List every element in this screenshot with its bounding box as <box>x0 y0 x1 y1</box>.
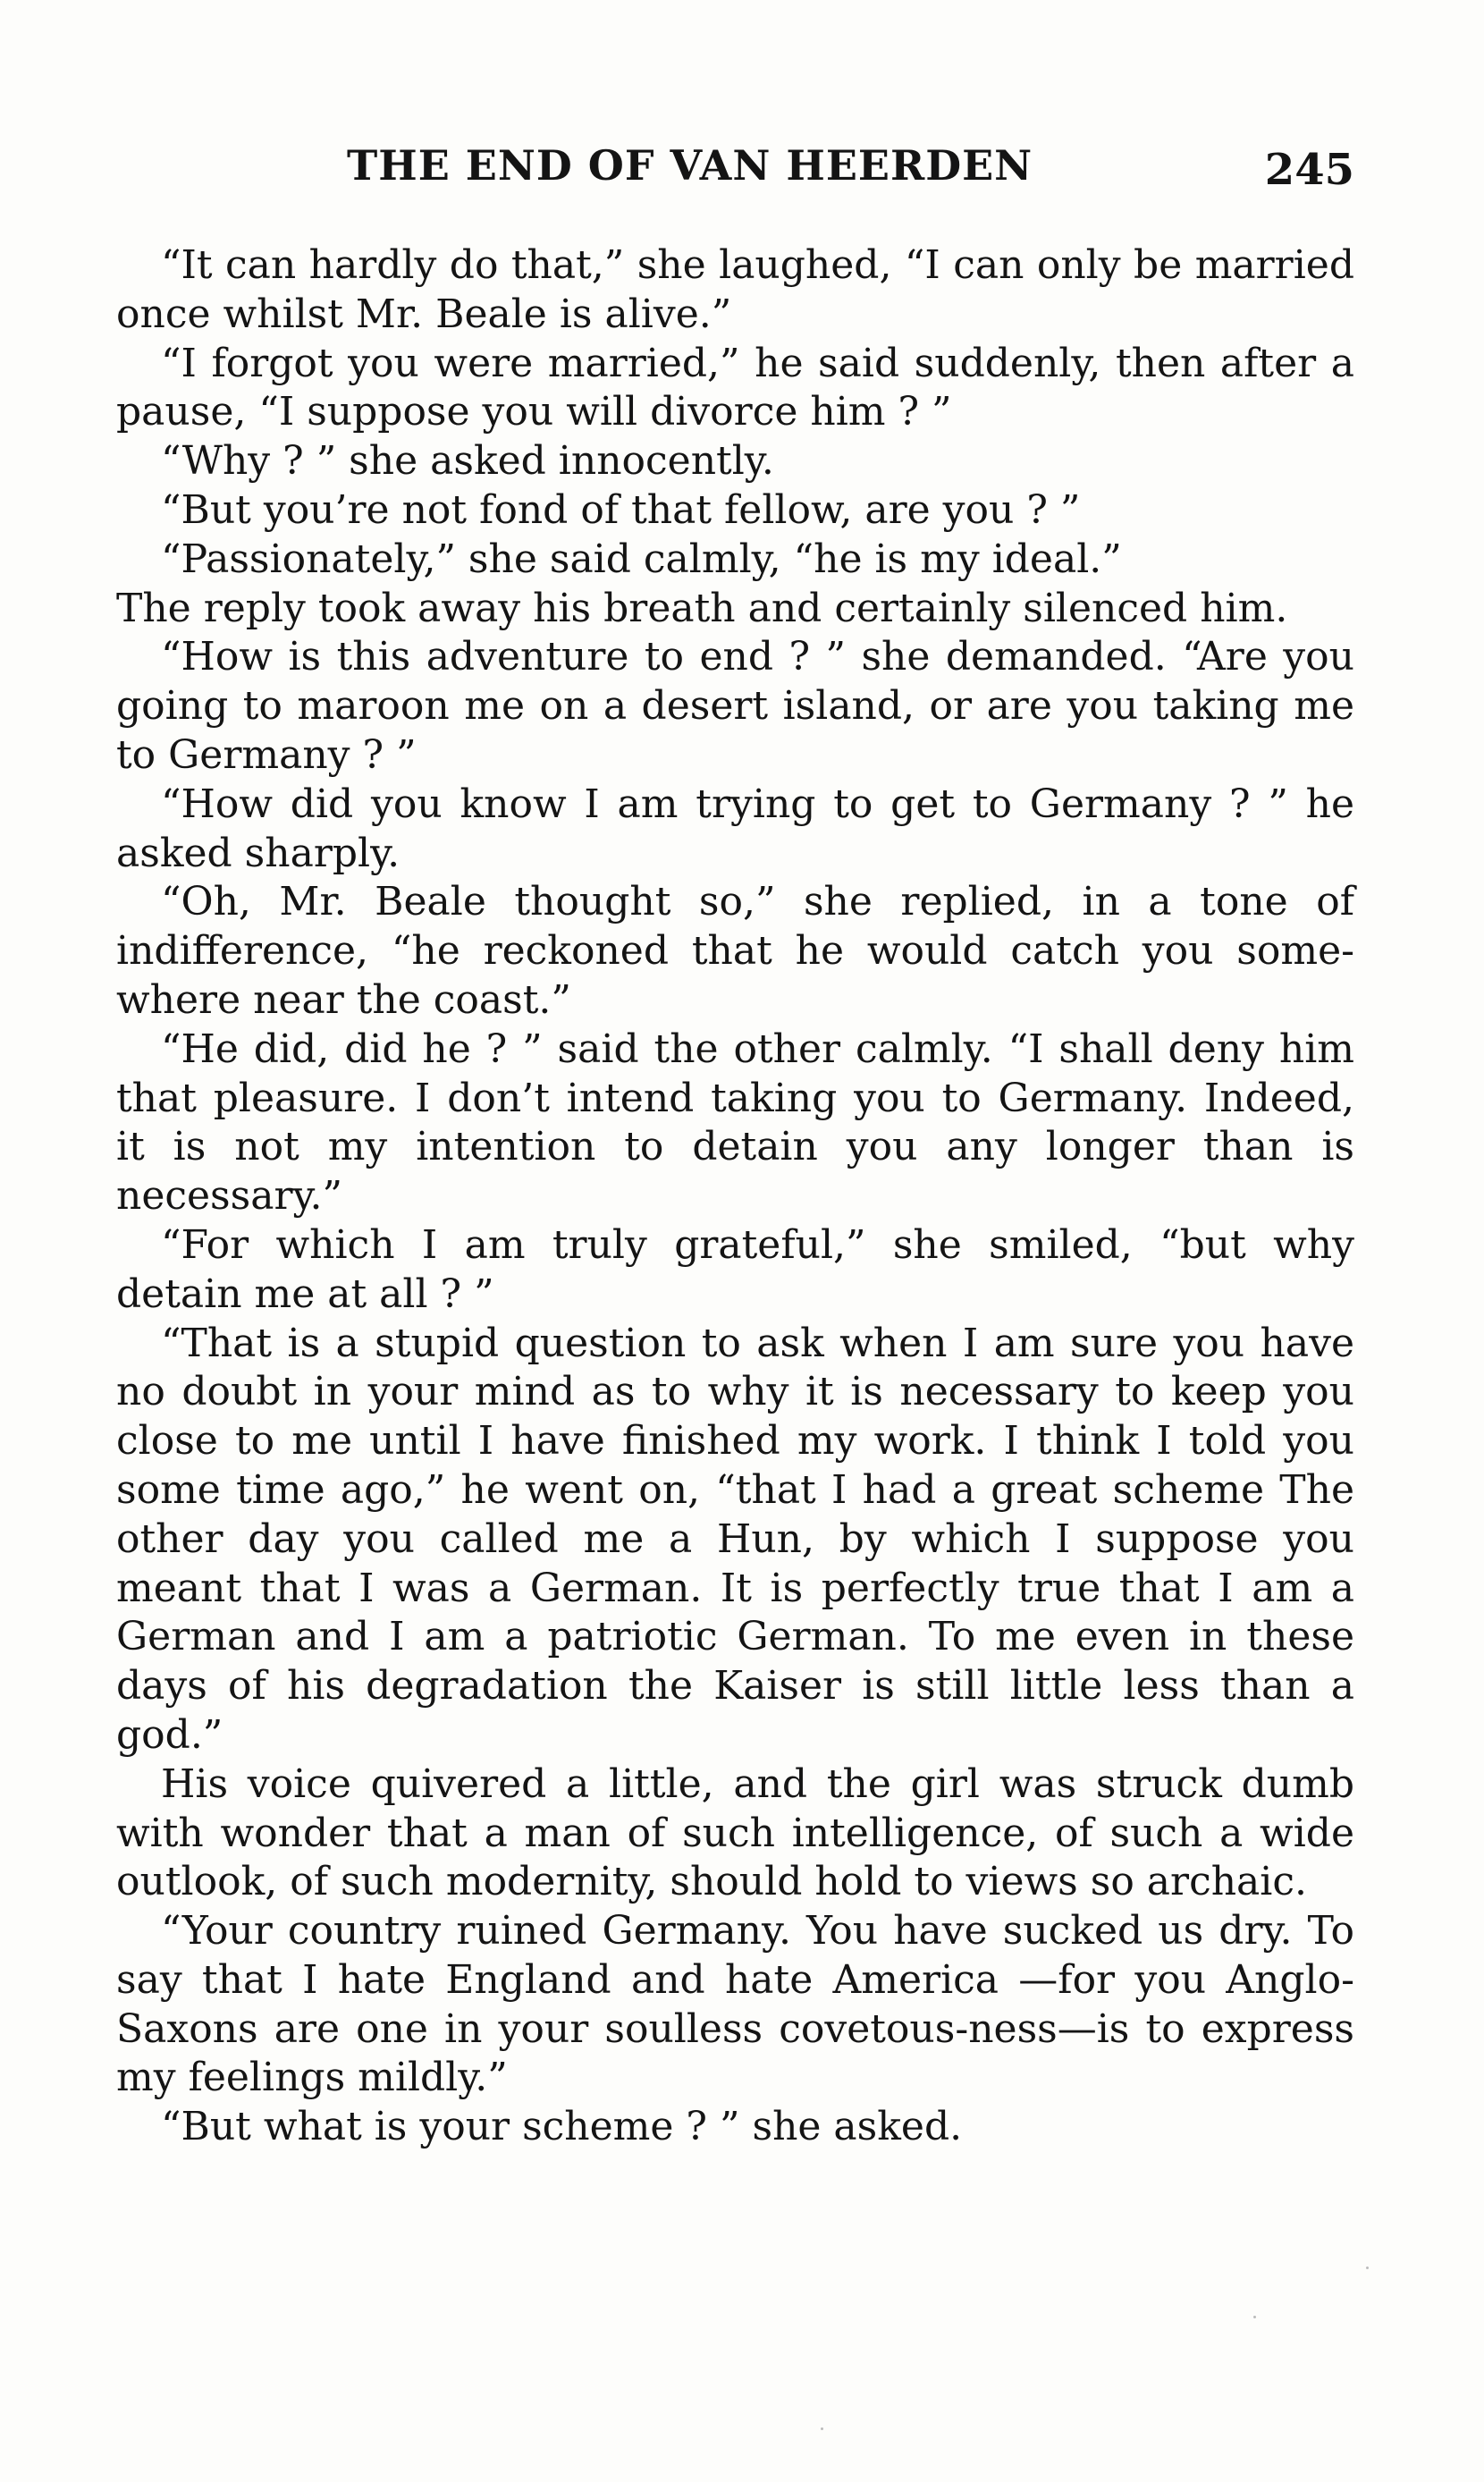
page-number: 245 <box>1264 145 1354 195</box>
paragraph: “Oh, Mr. Beale thought so,” she replied, in a tone of indifference, “he reckoned that he would catch you some-where near the coast.” <box>116 879 1354 1023</box>
paragraph: “For which I am truly grateful,” she smiled, “but why detain me at all ? ” <box>116 1221 1354 1317</box>
paper-speck <box>1253 2316 1256 2318</box>
paragraph: “How did you know I am trying to get to Germany ? ” he asked sharply. <box>116 781 1354 876</box>
paragraph: “But what is your scheme ? ” she asked. <box>161 2104 963 2150</box>
paragraph: “Your country ruined Germany. You have sucked us dry. To say that I hate England and hate America —for you Anglo-Saxons are one in your soulless covetous-ness—is to express my feelings mildly.” <box>116 1908 1354 2101</box>
paragraph: “But you’re not fond of that fellow, are you ? ” <box>161 486 1081 533</box>
running-title: THE END OF VAN HEERDEN <box>347 141 1033 190</box>
paragraph: “I forgot you were married,” he said suddenly, then after a pause, “I suppose you will divorce him ? ” <box>116 340 1354 435</box>
paragraph: “That is a stupid question to ask when I am sure you have no doubt in your mind as to why it is necessary to keep you close to me until I have finished my work. I think I told you some time ago,” he went on, “that I had a great scheme The other day you called me a Hun, by which I suppose you meant that I was a German. It is perfectly true that I am a German and I am a patriotic German. To me even in these days of his degradation the Kaiser is still little less than a god.” <box>116 1320 1354 1758</box>
paragraph: “Passionately,” she said calmly, “he is my ideal.” <box>161 536 1122 582</box>
paragraph: “Why ? ” she asked innocently. <box>161 438 774 485</box>
paragraph: “How is this adventure to end ? ” she demanded. “Are you going to maroon me on a desert island, or are you taking me to Germany ? ” <box>116 634 1354 778</box>
paragraph: “He did, did he ? ” said the other calmly. “I shall deny him that pleasure. I don’t intend taking you to Germany. Indeed, it is not my intention to detain you any longer than is necessary.” <box>116 1026 1354 1220</box>
paper-speck <box>1366 2267 1369 2269</box>
body-text <box>116 241 1354 2152</box>
paragraph: The reply took away his breath and certainly silenced him. <box>116 585 1288 631</box>
page-header <box>116 141 1354 204</box>
paragraph: “It can hardly do that,” she laughed, “I can only be married once whilst Mr. Beale is alive.” <box>116 242 1354 337</box>
paper-speck <box>821 2427 823 2430</box>
paragraph: His voice quivered a little, and the girl was struck dumb with wonder that a man of such intelligence, of such a wide outlook, of such modernity, should hold to views so archaic. <box>116 1760 1354 1905</box>
